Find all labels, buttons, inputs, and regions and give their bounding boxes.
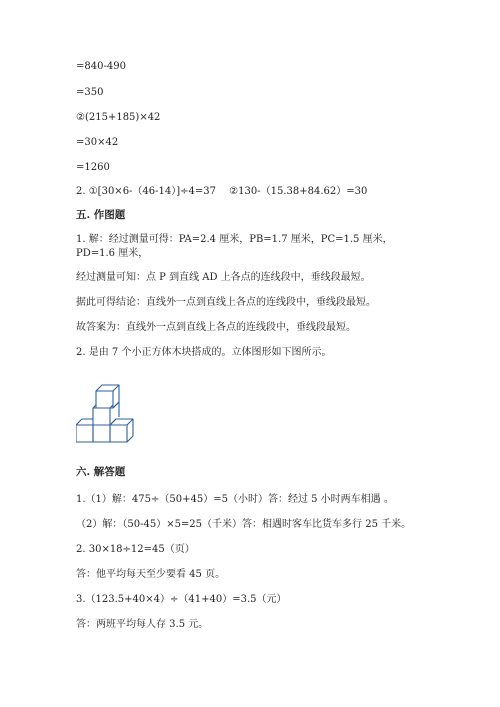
cube-bottom-left [76, 419, 93, 442]
calc-line-2: =350 [76, 87, 104, 98]
calc-line-5: =1260 [76, 162, 110, 173]
solution-line-6: 答：两班平均每人存 3.5 元。 [76, 619, 209, 630]
cube-stack-figure [76, 381, 146, 443]
calc-line-6: 2. ①[30×6-（46-14）]÷4=37 ②130-（15.38+84.62）=30 [76, 186, 368, 197]
solution-line-3: 2. 30×18÷12=45（页） [76, 544, 195, 555]
section-heading-drawing: 五. 作图题 [76, 209, 126, 221]
cube-middle-back [113, 402, 119, 417]
calc-line-3: ②(215+185)×42 [76, 112, 161, 123]
cube-bottom-middle [93, 425, 110, 442]
calc-line-1: =840-490 [76, 61, 126, 72]
cube-bottom-right [110, 419, 133, 442]
cube-top [96, 385, 119, 408]
solution-line-2: （2）解：（50-45）×5=25（千米）答：相遇时客车比货车多行 25 千米。 [76, 519, 412, 530]
answer-paragraph-5: 2. 是由 7 个小正方体木块搭成的。立体图形如下图所示。 [76, 347, 332, 358]
section-heading-solutions: 六. 解答题 [76, 466, 126, 478]
answer-paragraph-2: 经过测量可知：点 P 到直线 AD 上各点的连线段中，垂线段最短。 [76, 272, 371, 283]
answer-paragraph-1: 1. 解：经过测量可得：PA=2.4 厘米，PB=1.7 厘米，PC=1.5 厘米，PD=1.6 厘米， [76, 234, 393, 259]
solution-line-5: 3.（123.5+40×4）÷（41+40）=3.5（元） [76, 594, 287, 605]
calc-line-4: =30×42 [76, 137, 119, 148]
solution-line-4: 答：他平均每天至少要看 45 页。 [76, 569, 226, 580]
answer-paragraph-4: 故答案为：直线外一点到直线上各点的连线段中，垂线段最短。 [76, 322, 356, 333]
answer-paragraph-3: 据此可得结论：直线外一点到直线上各点的连线段中，垂线段最短。 [76, 297, 376, 308]
solution-line-1: 1.（1）解：475÷（50+45）=5（小时）答：经过 5 小时两车相遇 。 [76, 494, 394, 505]
